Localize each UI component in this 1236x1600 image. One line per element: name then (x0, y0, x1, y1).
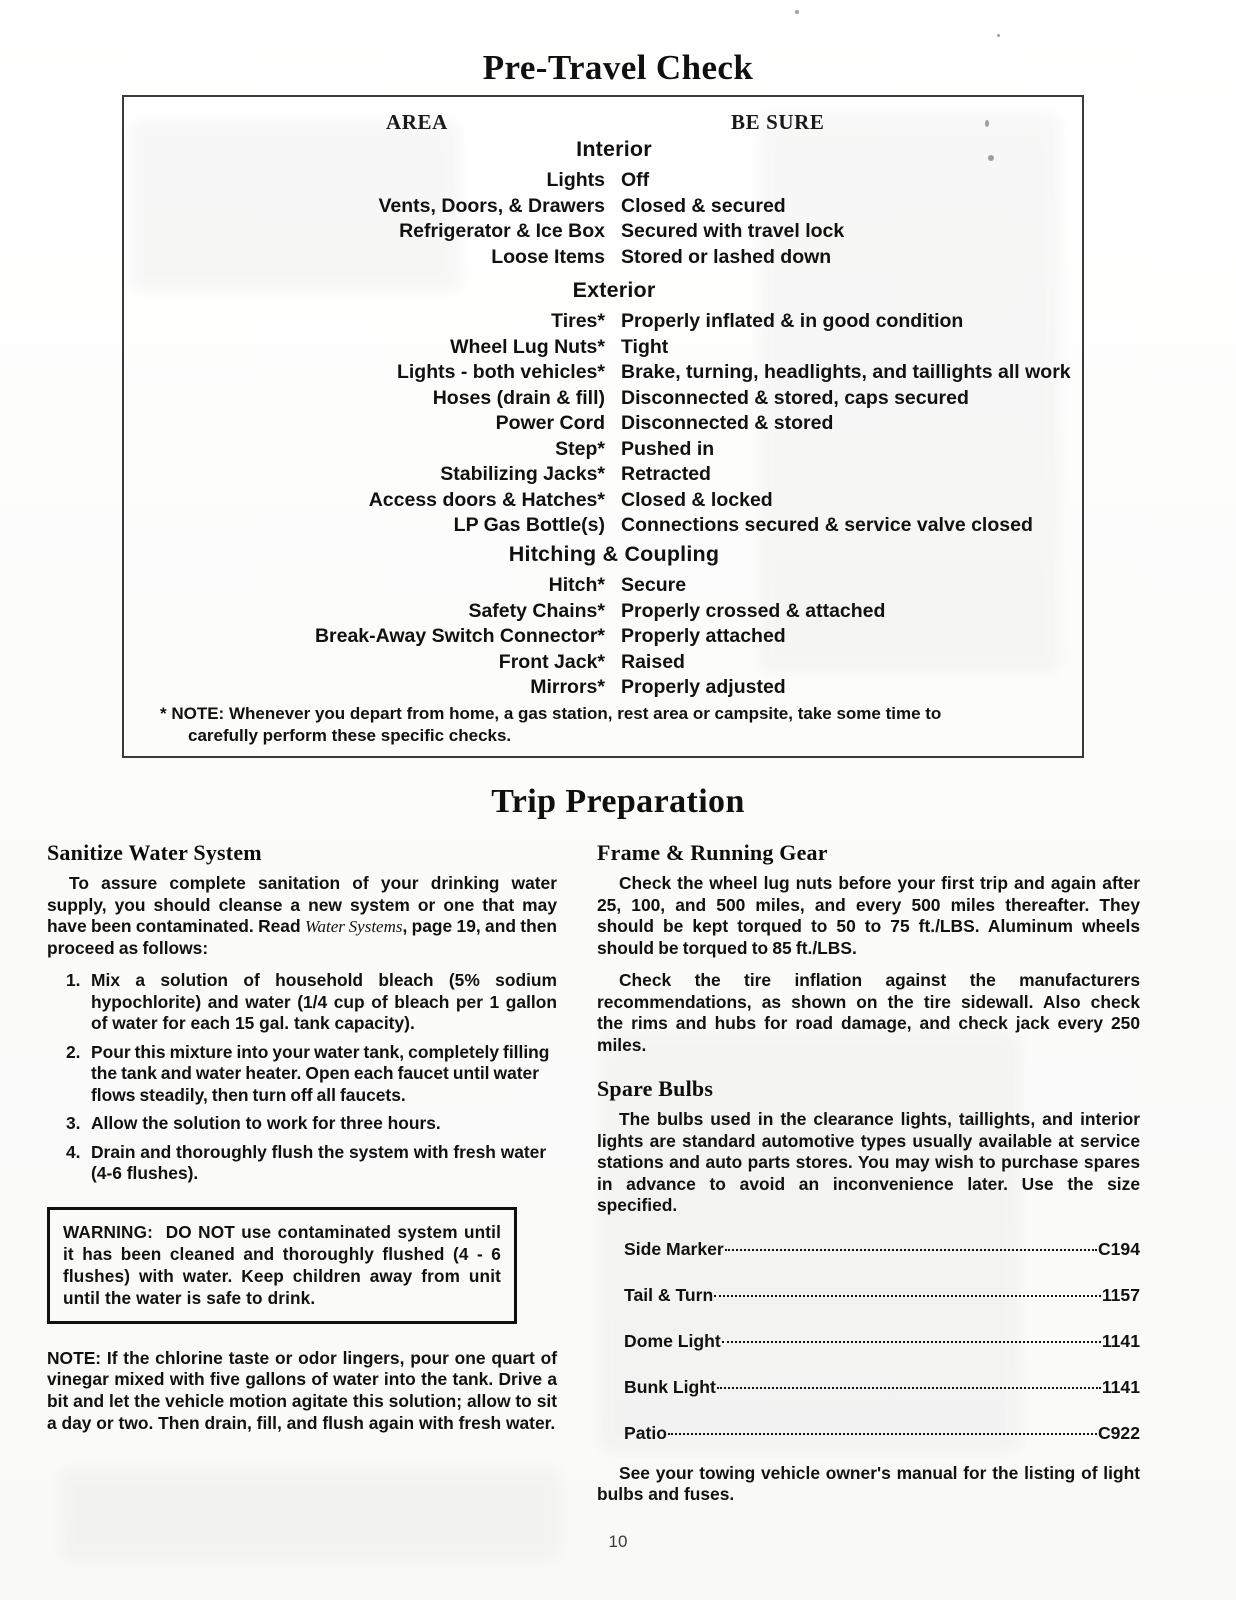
checklist-row (123, 624, 1083, 650)
leader-dots (722, 1341, 1101, 1343)
row-area: Break-Away Switch Connector* (314, 625, 605, 647)
pre-travel-check-title: Pre-Travel Check (482, 48, 754, 87)
checklist-group-hitching-coupling (123, 542, 1083, 701)
note-body: If the chlorine taste or odor lingers, pour one quart of vinegar mixed with five gallons of water into the tank. Drive a bit and let the vehicle motion agitate this solution; allow to sit a day or two. Then drain, fill, and flush again with fresh water. (47, 1347, 558, 1433)
leader-dots (717, 1387, 1101, 1389)
row-be-sure: Tight (621, 335, 669, 358)
checklist-row (123, 194, 1083, 220)
row-area: Hoses (drain & fill) (432, 386, 605, 409)
heading-frame-running-gear: Frame & Running Gear (597, 840, 828, 865)
row-be-sure: Closed & locked (621, 488, 773, 511)
scan-speck (997, 34, 1000, 37)
footnote-line-1: Whenever you depart from home, a gas station, rest area or campsite, take some time to (228, 704, 942, 723)
bulb-value: C194 (1097, 1238, 1140, 1259)
checklist-row (123, 675, 1083, 701)
spare-bulbs-closing: See your towing vehicle owner's manual for the listing of light bulbs and fuses. (597, 1462, 1140, 1504)
checklist-row (123, 168, 1083, 194)
group-title: Interior (576, 137, 652, 161)
heading-spare-bulbs: Spare Bulbs (597, 1076, 714, 1101)
row-be-sure: Properly inflated & in good condition (621, 310, 964, 332)
sanitize-intro-part2: , page 19, and then proceed as follows: (47, 916, 557, 958)
row-area: Wheel Lug Nuts* (450, 335, 605, 358)
row-be-sure: Closed & secured (621, 194, 786, 217)
checklist-row (123, 650, 1083, 676)
warning-box (47, 1207, 517, 1324)
row-be-sure: Properly crossed & attached (621, 599, 886, 622)
row-be-sure: Connections secured & service valve closed (621, 514, 1033, 536)
scan-speck (795, 10, 799, 14)
row-area: Step* (555, 437, 605, 460)
row-be-sure: Pushed in (621, 437, 715, 460)
spare-bulbs-paragraph: The bulbs used in the clearance lights, taillights, and interior lights are standard automotive types usually available at service stations and auto parts stores. You may wish to purchase spares in advance to avoid an inconvenience later. Use the size specified. (597, 1109, 1140, 1215)
row-area: Safety Chains* (468, 599, 605, 622)
warning-label: WARNING: (63, 1221, 153, 1242)
left-column (47, 840, 557, 1452)
row-be-sure: Brake, turning, headlights, and taillights all work (621, 361, 1071, 383)
checklist-row (123, 219, 1083, 245)
row-area: Mirrors* (530, 676, 605, 698)
list-item (47, 1113, 557, 1135)
heading-sanitize-water-system: Sanitize Water System (47, 840, 262, 865)
checklist-row (123, 437, 1083, 463)
row-area: LP Gas Bottle(s) (453, 514, 605, 536)
bulb-name: Tail & Turn (624, 1284, 714, 1305)
row-be-sure: Raised (621, 650, 685, 673)
right-column (597, 840, 1140, 1523)
row-be-sure: Stored or lashed down (621, 245, 832, 268)
list-item (597, 1423, 1140, 1443)
bulb-value: 1141 (1101, 1330, 1140, 1351)
warning-body: DO NOT use contaminated system until it has been cleaned and thoroughly flushed (4 - 6 flushes) with water. Keep children away from unit until the water is safe to drink. (63, 1221, 502, 1308)
checklist-row (123, 573, 1083, 599)
spare-bulbs-list (597, 1239, 1140, 1443)
row-be-sure: Disconnected & stored (621, 412, 834, 434)
bulb-value: 1141 (1101, 1376, 1140, 1397)
checklist-row (123, 245, 1083, 271)
bulb-name: Side Marker (624, 1238, 724, 1259)
bulb-value: 1157 (1101, 1284, 1140, 1305)
pre-travel-check-footnote (160, 703, 1050, 747)
frame-paragraph-2: Check the tire inflation against the manufacturers recommendations, as shown on the tire sidewall. Also check the rims and hubs for road damage, and check jack every 250 miles. (597, 970, 1140, 1055)
row-area: Loose Items (491, 245, 605, 268)
bulb-name: Bunk Light (624, 1376, 716, 1397)
group-title: Hitching & Coupling (508, 542, 720, 566)
chlorine-note-paragraph (47, 1348, 557, 1435)
step-text: Mix a solution of household bleach (5% sodium hypochlorite) and water (1/4 cup of bleach per 1 gallon of water for each 15 gal. tank capacity). (91, 970, 557, 1033)
column-header-area: AREA (386, 110, 448, 134)
step-number: 1. (66, 970, 81, 990)
checklist-row (123, 309, 1083, 335)
row-be-sure: Secured with travel lock (621, 220, 845, 242)
step-text: Drain and thoroughly flush the system with fresh water (4-6 flushes). (91, 1141, 547, 1183)
row-be-sure: Retracted (621, 463, 711, 485)
checklist-row (123, 462, 1083, 488)
group-title: Exterior (572, 278, 656, 302)
checklist-row (123, 599, 1083, 625)
leader-dots (725, 1249, 1097, 1251)
step-number: 3. (66, 1113, 81, 1133)
step-text: Allow the solution to work for three hours. (91, 1113, 441, 1133)
water-systems-reference: Water Systems (304, 917, 403, 936)
checklist-row (123, 513, 1083, 539)
sanitize-intro-part1: To assure complete sanitation of your drinking water supply, you should cleanse a new system or one that may have been contaminated. Read (47, 873, 557, 936)
step-number: 2. (66, 1041, 81, 1062)
row-be-sure: Secure (621, 574, 687, 596)
list-item (597, 1331, 1140, 1351)
footnote-label: * NOTE: (160, 704, 225, 723)
column-header-be-sure: BE SURE (731, 110, 825, 134)
checklist-row (123, 488, 1083, 514)
row-be-sure: Properly attached (621, 625, 786, 647)
frame-paragraph-1: Check the wheel lug nuts before your first trip and again after 25, 100, and 500 miles, and every 500 miles thereafter. They should be kept torqued to 50 to 75 ft./LBS. Aluminum wheels should be torqued to 85 ft./LBS. (597, 873, 1140, 958)
sanitize-steps-list (47, 970, 557, 1185)
checklist-row (123, 335, 1083, 361)
leader-dots (668, 1433, 1097, 1435)
row-area: Lights (546, 169, 605, 191)
step-number: 4. (66, 1141, 81, 1162)
row-area: Stabilizing Jacks* (440, 463, 605, 485)
bulb-name: Dome Light (624, 1330, 721, 1351)
footnote-line-2: carefully perform these specific checks. (188, 726, 512, 745)
list-item (597, 1239, 1140, 1259)
checklist-group-exterior (123, 278, 1083, 539)
step-text: Pour this mixture into your water tank, completely filling the tank and water heater. Open each faucet until water flows steadily, then turn off all faucets. (91, 1041, 550, 1105)
list-item (47, 1142, 557, 1185)
checklist-row (123, 360, 1083, 386)
warning-text (63, 1221, 501, 1309)
row-area: Hitch* (548, 574, 605, 596)
sanitize-intro-paragraph (47, 873, 557, 959)
row-area: Front Jack* (498, 650, 605, 673)
row-area: Access doors & Hatches* (368, 488, 605, 511)
row-area: Refrigerator & Ice Box (399, 220, 605, 242)
checklist-row (123, 411, 1083, 437)
row-area: Power Cord (495, 412, 605, 434)
bulb-name: Patio (624, 1422, 668, 1443)
row-be-sure: Properly adjusted (621, 676, 786, 698)
list-item (47, 970, 557, 1035)
row-be-sure: Off (621, 169, 650, 191)
list-item (597, 1285, 1140, 1305)
checklist-row (123, 386, 1083, 412)
leader-dots (714, 1295, 1101, 1297)
row-area: Vents, Doors, & Drawers (378, 194, 605, 217)
trip-preparation-title: Trip Preparation (491, 783, 745, 820)
list-item (47, 1042, 557, 1107)
list-item (597, 1377, 1140, 1397)
bulb-value: C922 (1097, 1422, 1140, 1443)
checklist-group-interior (123, 137, 1083, 270)
page-number: 10 (608, 1532, 628, 1551)
row-area: Lights - both vehicles* (396, 361, 605, 383)
row-area: Tires* (551, 310, 605, 332)
note-label: NOTE: (47, 1347, 102, 1368)
row-be-sure: Disconnected & stored, caps secured (621, 386, 969, 409)
